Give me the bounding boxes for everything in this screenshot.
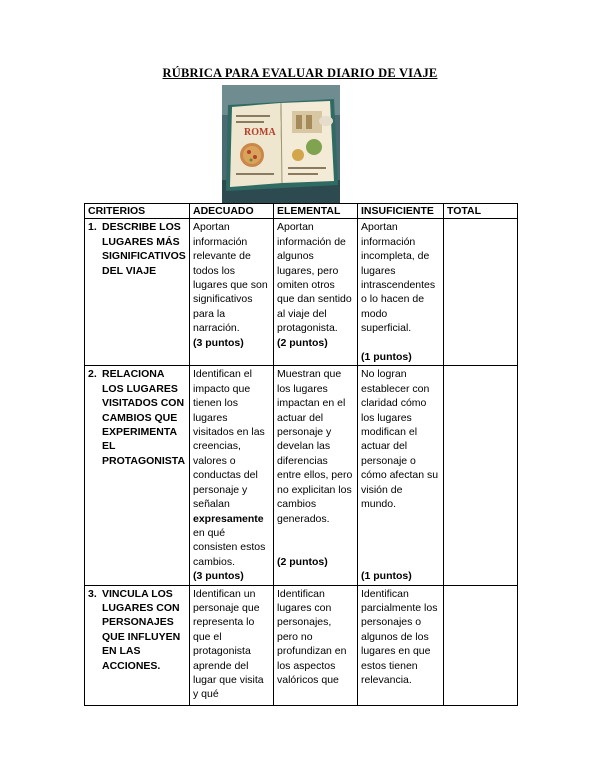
table-row bbox=[85, 219, 518, 366]
header-adecuado: ADECUADO bbox=[190, 204, 274, 219]
descriptor-text: Identifican parcialmente los personajes o algunos de los lugares en que estos tienen relevancia. bbox=[361, 587, 438, 686]
descriptor-text: Aportan información relevante de todos los lugares que son significativos para la narración. bbox=[193, 221, 268, 335]
header-elemental: ELEMENTAL bbox=[274, 204, 358, 219]
descriptor-text: Aportan información incompleta, de lugares intrascendentes o lo hacen de modo superficial. bbox=[361, 221, 436, 335]
criterion-text: DESCRIBE LOS LUGARES MÁS SIGNIFICATIVOS DEL VIAJE bbox=[102, 221, 186, 277]
adecuado-cell bbox=[190, 219, 274, 366]
header-row bbox=[85, 204, 518, 219]
criterion-cell bbox=[85, 366, 190, 585]
total-cell bbox=[444, 219, 518, 366]
descriptor-text: Muestran que los lugares impactan en el actuar del personaje y develan las diferencias entre ellos, pero no explicitan los cambios generados. bbox=[277, 368, 353, 525]
criterion-number: 2. bbox=[88, 368, 97, 381]
insuficiente-cell bbox=[358, 585, 444, 705]
elemental-cell bbox=[274, 219, 358, 366]
elemental-cell bbox=[274, 366, 358, 585]
descriptor-text: Identifican un personaje que representa lo que el protagonista aprende del lugar que visita y qué bbox=[193, 587, 264, 701]
descriptor-text: Identifican lugares con personajes, pero no profundizan en los aspectos valóricos que bbox=[277, 587, 347, 686]
criterion-number: 3. bbox=[88, 587, 97, 600]
adecuado-cell bbox=[190, 585, 274, 705]
points-label: (2 puntos) bbox=[277, 336, 328, 349]
header-insuficiente: INSUFICIENTE bbox=[358, 204, 444, 219]
elemental-cell bbox=[274, 585, 358, 705]
rubric-table bbox=[84, 203, 518, 706]
journal-word: ROMA bbox=[244, 127, 276, 138]
header-total: TOTAL bbox=[444, 204, 518, 219]
descriptor-text: No logran establecer con claridad cómo los lugares modifican el actuar del personaje o cómo afectan su visión de mundo. bbox=[361, 368, 439, 511]
total-cell bbox=[444, 585, 518, 705]
criterion-cell bbox=[85, 585, 190, 705]
criterion-cell bbox=[85, 219, 190, 366]
points-label: (3 puntos) bbox=[193, 336, 244, 349]
emphasis-text: expresamente bbox=[193, 512, 264, 525]
criterion-text: VINCULA LOS LUGARES CON PERSONAJES QUE INFLUYEN EN LAS ACCIONES. bbox=[102, 587, 181, 672]
page-title: RÚBRICA PARA EVALUAR DIARIO DE VIAJE bbox=[162, 66, 438, 80]
descriptor-text: Identifican el impacto que tienen los lugares visitados en las creencias, valores o conductas del personaje y señalan bbox=[193, 368, 265, 511]
insuficiente-cell bbox=[358, 219, 444, 366]
table-row bbox=[85, 366, 518, 585]
points-label: (3 puntos) bbox=[193, 570, 244, 583]
table-row bbox=[85, 585, 518, 705]
travel-journal-image bbox=[222, 85, 340, 203]
descriptor-text: en qué consisten estos cambios. bbox=[193, 526, 266, 568]
adecuado-cell bbox=[190, 366, 274, 585]
insuficiente-cell bbox=[358, 366, 444, 585]
header-criterios: CRITERIOS bbox=[85, 204, 190, 219]
points-label: (2 puntos) bbox=[277, 555, 328, 568]
total-cell bbox=[444, 366, 518, 585]
descriptor-text: Aportan información de algunos lugares, pero omiten otros que dan sentido al viaje del protagonista. bbox=[277, 221, 352, 335]
criterion-number: 1. bbox=[88, 221, 97, 234]
criterion-text: RELACIONA LOS LUGARES VISITADOS CON CAMBIOS QUE EXPERIMENTA EL PROTAGONISTA bbox=[102, 368, 186, 467]
points-label: (1 puntos) bbox=[361, 570, 412, 583]
points-label: (1 puntos) bbox=[361, 351, 412, 364]
